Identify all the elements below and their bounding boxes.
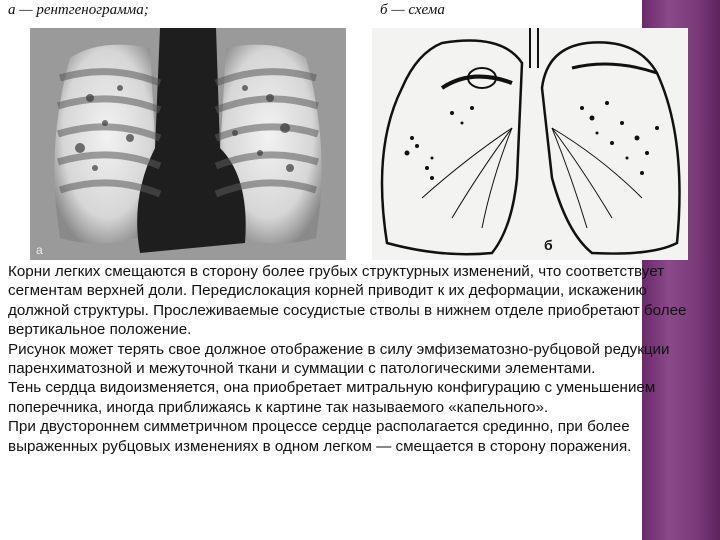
xray-image [30, 28, 346, 260]
body-text [8, 262, 708, 456]
caption-xray: а — рентгенограмма; [8, 2, 149, 18]
scheme-label: б [544, 237, 553, 253]
scheme-image [372, 28, 688, 260]
xray-label: а [36, 243, 43, 257]
paragraph-bilateral: При двустороннем симметричном процессе сердце располагается срединно, при более выраженных рубцовых изменениях в одном легком — смещается в сторону поражения. [8, 418, 632, 455]
paragraph-heart-shadow: Тень сердца видоизменяется, она приобретает митральную конфигурацию с уменьшением поперечника, иногда приближаясь к картине так называемого «капельного». [8, 379, 656, 416]
paragraph-roots: Корни легких смещаются в сторону более грубых структурных изменений, что соответствует сегментам верхней доли. Передислокация корней приводит к их деформации, искажению должной структуры. Прослеживаемые сосудистые стволы в нижнем отделе приобретают более вертикальное положение. [8, 263, 687, 339]
caption-scheme: б — схема [380, 2, 445, 18]
paragraph-pattern: Рисунок может терять свое должное отображение в силу эмфизематозно-рубцовой редукции паренхиматозной и межуточной ткани и суммации с патологическими элементами. [8, 340, 670, 378]
